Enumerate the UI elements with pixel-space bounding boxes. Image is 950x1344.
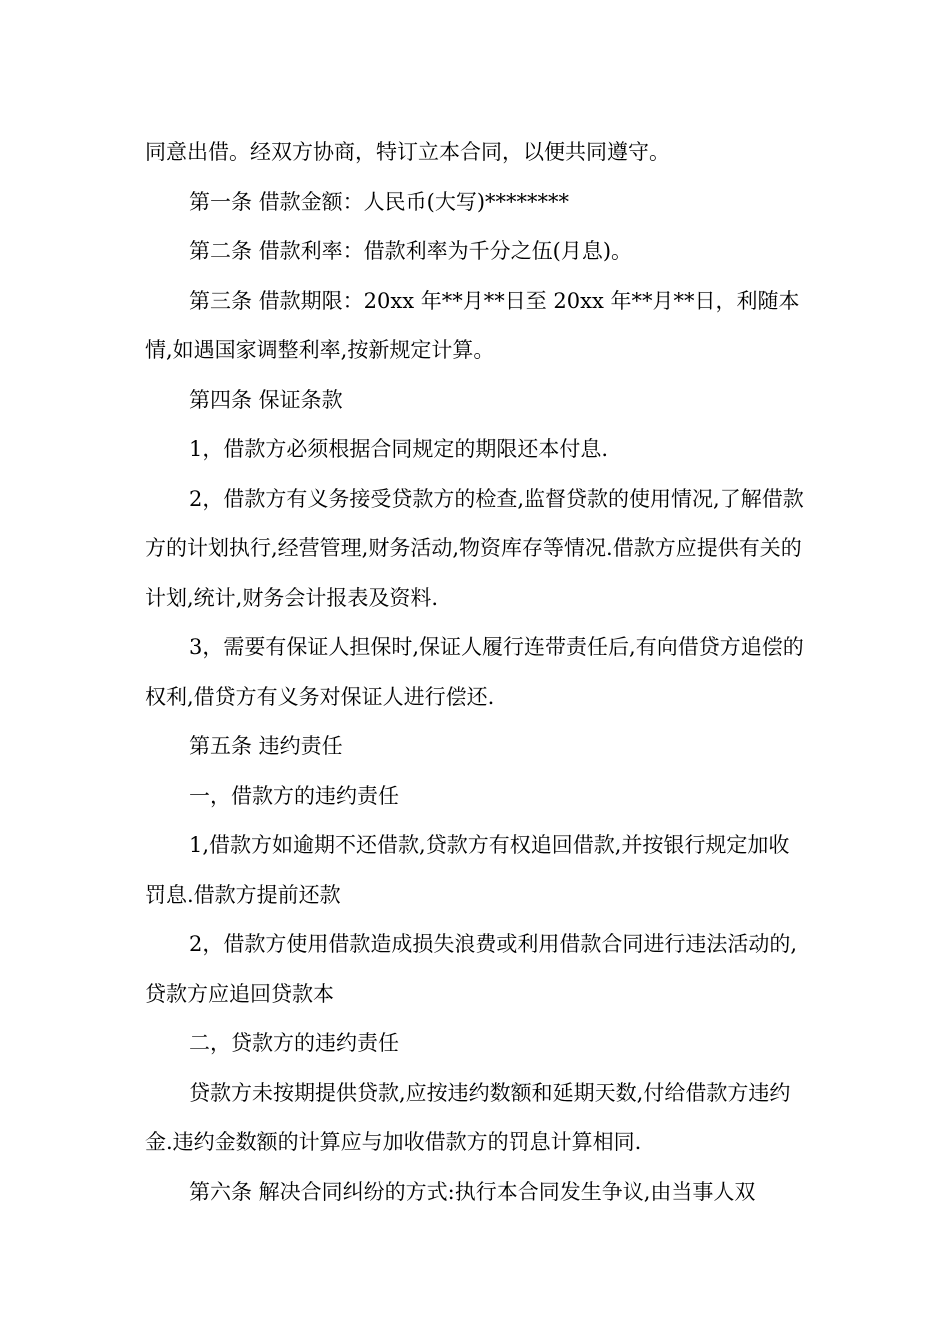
paragraph-article-2: 第二条 借款利率：借款利率为千分之伍(月息)。 [189, 239, 633, 263]
paragraph-borrower-liability-item-2: 2，借款方使用借款造成损失浪费或利用借款合同进行违法活动的,贷款方应追回贷款本 [145, 932, 798, 1006]
paragraph-article-4-item-1: 1，借款方必须根据合同规定的期限还本付息. [189, 437, 609, 461]
paragraph-article-4-item-3: 3，需要有保证人担保时,保证人履行连带责任后,有向借贷方追偿的权利,借贷方有义务对保证人进行偿还. [145, 635, 804, 709]
paragraph-borrower-liability-item-1: 1,借款方如逾期不还借款,贷款方有权追回借款,并按银行规定加收罚息.借款方提前还款 [145, 833, 790, 907]
paragraph-article-4-item-2: 2，借款方有义务接受贷款方的检查,监督贷款的使用情况,了解借款方的计划执行,经营管理,财务活动,物资库存等情况.借款方应提供有关的计划,统计,财务会计报表及资料. [145, 486, 804, 610]
paragraph-article-5-heading: 第五条 违约责任 [189, 734, 343, 758]
paragraph-lender-liability-heading: 二，贷款方的违约责任 [189, 1031, 399, 1055]
document-body [145, 128, 809, 1217]
paragraph-article-3: 第三条 借款期限：20xx 年**月**日至 20xx 年**月**日，利随本情,如遇国家调整利率,按新规定计算。 [145, 288, 800, 362]
paragraph-article-6: 第六条 解决合同纠纷的方式:执行本合同发生争议,由当事人双 [189, 1179, 756, 1204]
paragraph-article-4-heading: 第四条 保证条款 [189, 387, 343, 412]
paragraph-article-1: 第一条 借款金额：人民币(大写)******** [189, 189, 570, 214]
paragraph-intro: 同意出借。经双方协商，特订立本合同，以便共同遵守。 [145, 140, 670, 164]
paragraph-lender-liability-text: 贷款方未按期提供贷款,应按违约数额和延期天数,付给借款方违约金.违约金数额的计算应与加收借款方的罚息计算相同. [145, 1080, 791, 1154]
paragraph-borrower-liability-heading: 一，借款方的违约责任 [189, 783, 399, 808]
